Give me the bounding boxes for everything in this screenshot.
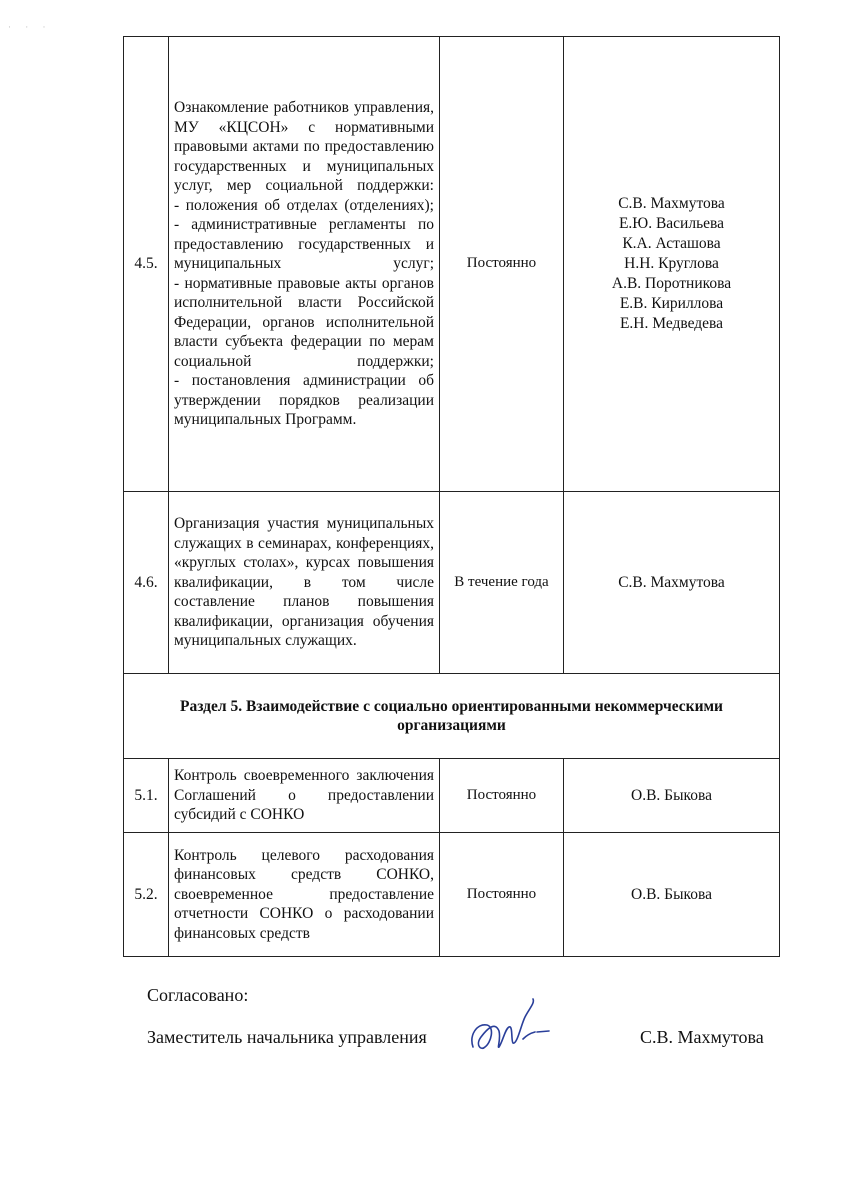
responsible-persons [564, 759, 780, 833]
section-header-row [124, 674, 780, 759]
responsible-name: О.В. Быкова [631, 786, 712, 804]
row-number: 5.2. [124, 833, 169, 957]
scan-specks: · · · [8, 22, 52, 32]
responsible-name: С.В. Махмутова [618, 195, 725, 212]
description-paragraph: Организация участия муниципальных служащих в семинарах, конференциях, «круглых столах», курсах повышения квалификации, в том числе составление планов повышения квалификации, организация обучения муниципальных служащих. [174, 515, 434, 650]
measure-description [169, 833, 440, 957]
measure-description [169, 37, 440, 492]
description-paragraph: - административные регламенты по предоставлению государственных и муниципальных услуг; [174, 216, 434, 273]
responsible-name: А.В. Поротникова [611, 275, 732, 292]
row-number: 4.6. [124, 492, 169, 674]
responsible-name: Е.Н. Медведева [619, 315, 724, 332]
responsible-name: Е.Ю. Васильева [618, 215, 725, 232]
responsible-persons [564, 833, 780, 957]
description-paragraph: - нормативные правовые акты органов исполнительной власти Российской Федерации, органов исполнительной власти субъекта федерации по мерам социальной поддержки; [174, 274, 434, 370]
signatory-name: С.В. Махмутова [640, 1027, 764, 1047]
responsible-name: О.В. Быкова [631, 885, 712, 903]
description-paragraph: - положения об отделах (отделениях); [174, 196, 434, 214]
responsible-name: С.В. Махмутова [618, 573, 725, 591]
execution-term: В течение года [440, 492, 564, 674]
row-number: 5.1. [124, 759, 169, 833]
responsible-name: Н.Н. Круглова [624, 255, 719, 272]
table-row [124, 759, 780, 833]
signatory-position: Заместитель начальника управления [147, 1027, 427, 1047]
responsible-name: К.А. Асташова [622, 235, 721, 252]
handwritten-signature [465, 995, 555, 1065]
table-row [124, 37, 780, 492]
execution-term: Постоянно [440, 833, 564, 957]
measure-description [169, 759, 440, 833]
table-row [124, 492, 780, 674]
description-paragraph: - постановления администрации об утверждении порядков реализации муниципальных Программ. [174, 372, 434, 429]
responsible-persons [564, 492, 780, 674]
section-title: Раздел 5. Взаимодействие с социально ориентированными некоммерческими организациями [124, 674, 780, 759]
plan-table [123, 36, 780, 957]
measure-description [169, 492, 440, 674]
table-row [124, 833, 780, 957]
row-number: 4.5. [124, 37, 169, 492]
description-paragraph: Ознакомление работников управления, МУ «КЦСОН» с нормативными правовыми актами по предоставлению государственных и муниципальных услуг, мер социальной поддержки: [174, 99, 434, 195]
responsible-name: Е.В. Кириллова [619, 295, 724, 312]
execution-term: Постоянно [440, 759, 564, 833]
agreed-label: Согласовано: [147, 985, 249, 1005]
execution-term: Постоянно [440, 37, 564, 492]
description-paragraph: Контроль целевого расходования финансовых средств СОНКО, своевременное предоставление отчетности СОНКО о расходовании финансовых средств [174, 846, 434, 942]
description-paragraph: Контроль своевременного заключения Соглашений о предоставлении субсидий с СОНКО [174, 767, 434, 824]
responsible-persons [564, 37, 780, 492]
